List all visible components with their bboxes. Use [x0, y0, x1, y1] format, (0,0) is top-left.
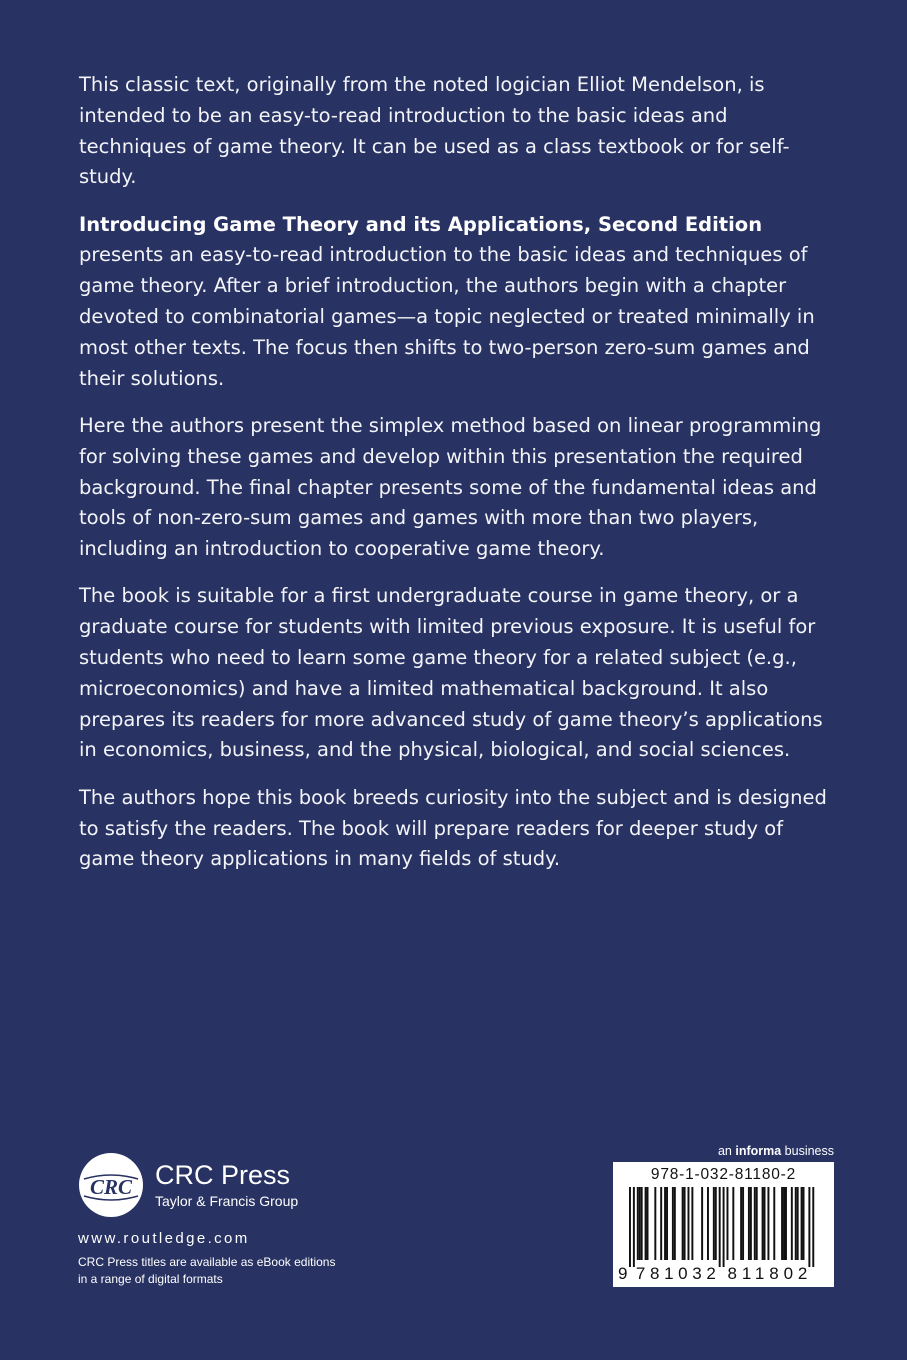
barcode-bar	[664, 1187, 666, 1260]
blurb-paragraph-5: The authors hope this book breeds curiosity into the subject and is designed to satisfy the readers. The book will prepare readers for deeper study of game theory applications in many fields of study.	[79, 785, 827, 871]
blurb-paragraph-4: The book is suitable for a first undergraduate course in game theory, or a graduate course for students with limited previous exposure. It is useful for students who need to learn some game theory for a related subject (e.g., microeconomics) and have a limited mathematical background. It also prepares its readers for more advanced study of game theory’s applications in economics, business, and the physical, biological, and social sciences.	[79, 584, 823, 762]
barcode-bar	[684, 1187, 686, 1260]
barcode-bar	[783, 1187, 785, 1260]
barcode-bar	[719, 1187, 721, 1267]
barcode-digits-left: 781032	[635, 1264, 716, 1283]
barcode-digit-first: 9	[618, 1264, 628, 1283]
barcode-bar	[641, 1187, 643, 1260]
barcode-bar	[713, 1187, 715, 1260]
blurb-paragraph-2-text: presents an easy-to-read introduction to the basic ideas and techniques of game theory. After a brief introduction, the authors begin with a chapter devoted to combinatorial games—a topic neglected or treated minimally in most other texts. The focus then shifts to two-person zero-sum games and their solutions.	[79, 243, 815, 390]
barcode-bar	[742, 1187, 744, 1260]
ebook-note: CRC Press titles are available as eBook editions in a range of digital formats	[78, 1255, 336, 1286]
barcode-bar	[808, 1187, 810, 1267]
barcode-bars	[613, 1162, 834, 1287]
barcode-bar	[762, 1187, 764, 1260]
barcode-bar	[750, 1187, 752, 1260]
barcode-bar	[666, 1187, 668, 1260]
barcode-bar	[754, 1187, 756, 1260]
barcode-bar	[715, 1187, 717, 1260]
barcode-bar	[654, 1187, 656, 1260]
barcode-bar	[691, 1187, 693, 1260]
barcode-bar	[801, 1187, 803, 1260]
barcode-bar	[756, 1187, 758, 1260]
book-title: Introducing Game Theory and its Applications, Second Edition	[79, 212, 763, 236]
barcode-bar	[748, 1187, 750, 1260]
barcode-bar	[740, 1187, 742, 1260]
informa-brand: informa	[735, 1144, 782, 1158]
barcode-bar	[723, 1187, 725, 1267]
barcode-bar	[701, 1187, 703, 1260]
barcode-bar	[672, 1187, 674, 1260]
crc-logo-icon	[78, 1152, 144, 1218]
barcode-bar	[773, 1187, 775, 1260]
barcode-bar	[637, 1187, 639, 1260]
blurb-paragraph-2	[79, 210, 839, 395]
barcode-bar	[707, 1187, 709, 1260]
barcode-bar	[812, 1187, 814, 1267]
barcode-bar	[791, 1187, 793, 1260]
informa-prefix: an	[717, 1144, 736, 1158]
barcode-bar	[629, 1187, 631, 1267]
publisher-block	[78, 1152, 438, 1292]
barcode-bar	[795, 1187, 797, 1260]
back-cover-blurb	[79, 70, 839, 892]
barcode-bar	[727, 1187, 729, 1260]
barcode-bar	[647, 1187, 649, 1260]
barcode-bar	[803, 1187, 805, 1260]
publisher-url[interactable]: www.routledge.com	[78, 1230, 250, 1247]
barcode-bar	[633, 1187, 635, 1267]
publisher-group: Taylor & Francis Group	[155, 1193, 299, 1209]
barcode-bar	[797, 1187, 799, 1260]
informa-tagline	[700, 1143, 834, 1159]
barcode-digits-right: 811802	[727, 1264, 808, 1283]
crc-logo-text: CRC	[89, 1175, 133, 1199]
blurb-paragraph-1: This classic text, originally from the noted logician Elliot Mendelson, is intended to be an easy-to-read introduction to the basic ideas and techniques of game theory. It can be used as a class textbook or for self-study.	[79, 73, 790, 189]
barcode-bar	[781, 1187, 783, 1260]
barcode-bar	[660, 1187, 662, 1260]
isbn-barcode	[613, 1162, 834, 1287]
blurb-paragraph-3: Here the authors present the simplex method based on linear programming for solving these games and develop within this presentation the required background. The final chapter presents some of the fundamental ideas and tools of non-zero-sum games and games with more than two players, including an introduction to cooperative game theory.	[79, 413, 822, 561]
barcode-bar	[764, 1187, 766, 1260]
barcode-bar	[767, 1187, 769, 1260]
isbn-hyphenated: 978-1-032-81180-2	[650, 1166, 797, 1183]
barcode-bar	[682, 1187, 684, 1260]
barcode-bar	[732, 1187, 734, 1260]
barcode-bar	[688, 1187, 690, 1260]
publisher-name: CRC Press	[155, 1160, 291, 1190]
barcode-bar	[639, 1187, 641, 1260]
barcode-bar	[785, 1187, 787, 1260]
informa-suffix: business	[781, 1144, 834, 1158]
barcode-bar	[645, 1187, 647, 1260]
barcode-bar	[674, 1187, 676, 1260]
